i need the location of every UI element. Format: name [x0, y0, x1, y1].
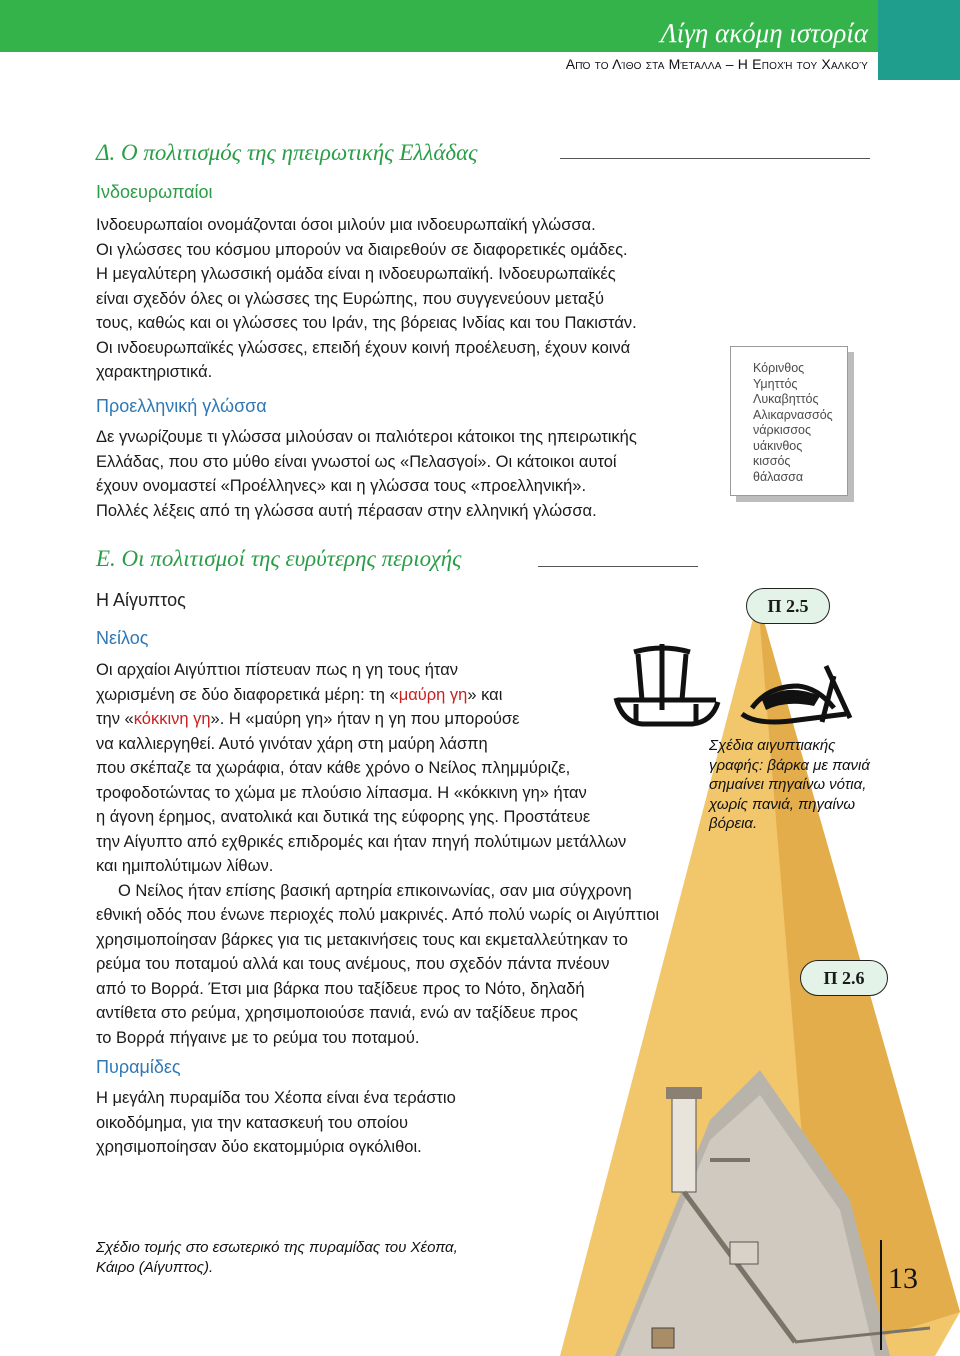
queens-chamber — [730, 1242, 758, 1264]
prehellenic-paragraph — [96, 425, 637, 523]
pyramids-heading: Πυραμίδες — [96, 1057, 181, 1077]
indo-line: τους, καθώς και οι γλώσσες του Ιράν, της βόρειας Ινδίας και του Πακιστάν. — [96, 314, 637, 332]
subterranean-chamber — [652, 1328, 674, 1348]
prehellenic-line: έχουν ονομαστεί «Προέλληνες» και η γλώσσα τους «προελληνική». — [96, 477, 587, 495]
section-e-rule — [538, 566, 698, 567]
caption-line: Σχέδια αιγυπτιακής — [709, 737, 836, 754]
egypt-heading: Η Αίγυπτος — [96, 590, 186, 610]
indo-line: Ινδοευρωπαίοι ονομάζονται όσοι μιλούν μια ινδοευρωπαϊκή γλώσσα. — [96, 216, 596, 234]
nile-line: χρησιμοποίησαν βάρκες για τις μετακινήσεις τους και εκμεταλλεύτηκαν το — [96, 930, 628, 949]
boat-without-sails-glyph — [738, 656, 856, 728]
nile-paragraph — [96, 658, 659, 1050]
nile-line: και ημιπολύτιμων λίθων. — [96, 857, 274, 875]
indo-paragraph — [96, 213, 637, 385]
page-number-rule — [880, 1240, 882, 1350]
indo-line: Οι ινδοευρωπαϊκές γλώσσες, επειδή έχουν κοινή προέλευση, έχουν κοινά — [96, 338, 631, 357]
nile-line: που σκέπαζε τα χωράφια, όταν κάθε χρόνο ο Νείλος πλημμύριζε, — [96, 759, 571, 777]
page-number: 13 — [888, 1262, 918, 1295]
caption-line: βόρεια. — [709, 815, 758, 832]
word-item: Αλικαρνασσός — [753, 407, 833, 422]
indo-line: χαρακτηριστικά. — [96, 363, 213, 381]
nile-line: να καλλιεργηθεί. Αυτό γινόταν χάρη στη μαύρη λάσπη — [96, 734, 488, 753]
caption-line: γραφής: βάρκα με πανιά — [709, 756, 870, 774]
nile-line: αντίθετα στο ρεύμα, χρησιμοποιούσε πανιά, ενώ αν ταξίδευε προς — [96, 1004, 578, 1022]
word-item: Υμηττός — [753, 376, 798, 391]
header-subtitle: Από το Λίθο στα Μέταλλα – Η Εποχή του Χαλκού — [565, 56, 868, 72]
kings-chamber — [672, 1097, 696, 1192]
word-item: κισσός — [753, 454, 791, 468]
nile-line: η άγονη έρημος, ανατολικά και δυτικά της εύφορης γης. Προστάτευε — [96, 808, 591, 826]
nile-text: την « — [96, 710, 134, 728]
pyramids-line: οικοδόμημα, για την κατασκευή του οποίου — [96, 1113, 409, 1132]
pyramids-paragraph — [96, 1086, 456, 1160]
word-item: Κόρινθος — [753, 361, 805, 375]
nile-line: τροφοδοτώντας το χώμα με πλούσιο λίπασμα. Η «κόκκινη γη» ήταν — [96, 783, 587, 802]
boat-with-sails-glyph — [612, 640, 722, 732]
figure-2-5-caption — [709, 736, 870, 834]
indo-line: είναι σχεδόν όλες οι γλώσσες της Ευρώπης, που συγγενεύουν μεταξύ — [96, 289, 605, 308]
nile-line: την Αίγυπτο από εχθρικές επιδρομές και ήταν πηγή πολύτιμων μετάλλων — [96, 832, 627, 851]
caption-line: Σχέδιο τομής στο εσωτερικό της πυραμίδας του Χέοπα, — [96, 1239, 458, 1256]
indo-heading: Ινδοευρωπαίοι — [96, 182, 213, 202]
word-item: Λυκαβηττός — [753, 392, 819, 406]
nile-line: ρεύμα του ποταμού αλλά και τους ανέμους, που σχεδόν πάντα πνέουν — [96, 955, 610, 973]
nile-line: Ο Νείλος ήταν επίσης βασική αρτηρία επικοινωνίας, σαν μια σύγχρονη — [118, 881, 632, 900]
caption-line: χωρίς πανιά, πηγαίνω — [709, 795, 856, 813]
prehellenic-line: Δε γνωρίζουμε τι γλώσσα μιλούσαν οι παλιότεροι κάτοικοι της ηπειρωτικής — [96, 428, 637, 446]
indo-line: Οι γλώσσες του κόσμου μπορούν να διαιρεθούν σε διαφορετικές ομάδες. — [96, 240, 628, 259]
pyramids-line: χρησιμοποίησαν δύο εκατομμύρια ογκόλιθοι. — [96, 1138, 422, 1156]
nile-heading: Νείλος — [96, 628, 149, 648]
pyramids-line: Η μεγάλη πυραμίδα του Χέοπα είναι ένα τεράστιο — [96, 1089, 456, 1107]
nile-text: χωρισμένη σε δύο διαφορετικά μέρη: τη « — [96, 685, 399, 704]
word-box — [730, 346, 848, 496]
nile-line — [96, 707, 659, 732]
figure-2-6-badge: Π 2.6 — [800, 960, 888, 996]
nile-line: από το Βορρά. Έτσι μια βάρκα που ταξίδευε προς το Νότο, δηλαδή — [96, 979, 585, 998]
caption-line: Κάιρο (Αίγυπτος). — [96, 1258, 214, 1276]
header-corner — [878, 0, 960, 80]
black-land-term: μαύρη γη — [398, 685, 468, 704]
prehellenic-line: Ελλάδας, που στο μύθο είναι γνωστοί ως «Πελασγοί». Οι κάτοικοι αυτοί — [96, 452, 617, 471]
prehellenic-line: Πολλές λέξεις από τη γλώσσα αυτή πέρασαν στην ελληνική γλώσσα. — [96, 501, 597, 520]
figure-2-6-caption — [96, 1238, 458, 1277]
header-title: Λίγη ακόμη ιστορία — [660, 18, 868, 48]
caption-line: σημαίνει πηγαίνω νότια, — [709, 776, 867, 793]
section-d-title: Δ. Ο πολιτισμός της ηπειρωτικής Ελλάδας — [96, 140, 478, 165]
prehellenic-heading: Προελληνική γλώσσα — [96, 396, 267, 416]
red-land-term: κόκκινη γη — [133, 710, 211, 728]
section-d-rule — [560, 158, 870, 159]
nile-line: το Βορρά πήγαινε με το ρεύμα του ποταμού. — [96, 1028, 420, 1047]
nile-line: Οι αρχαίοι Αιγύπτιοι πίστευαν πως η γη τους ήταν — [96, 661, 459, 679]
word-item: νάρκισσος — [753, 423, 812, 437]
nile-text: » και — [467, 685, 503, 704]
section-e-title: Ε. Οι πολιτισμοί της ευρύτερης περιοχής — [96, 546, 462, 571]
chamber-roof — [666, 1087, 702, 1099]
nile-line: εθνική οδός που ένωνε περιοχές πολύ μακρινές. Από πολύ νωρίς οι Αιγύπτιοι — [96, 906, 660, 924]
nile-line — [96, 683, 659, 708]
figure-2-5-badge: Π 2.5 — [746, 588, 830, 624]
indo-line: Η μεγαλύτερη γλωσσική ομάδα είναι η ινδοευρωπαϊκή. Ινδοευρωπαϊκές — [96, 265, 616, 283]
word-item: υάκινθος — [753, 438, 803, 453]
word-item: θάλασσα — [753, 469, 804, 484]
nile-text: ». Η «μαύρη γη» ήταν η γη που μπορούσε — [210, 710, 520, 728]
